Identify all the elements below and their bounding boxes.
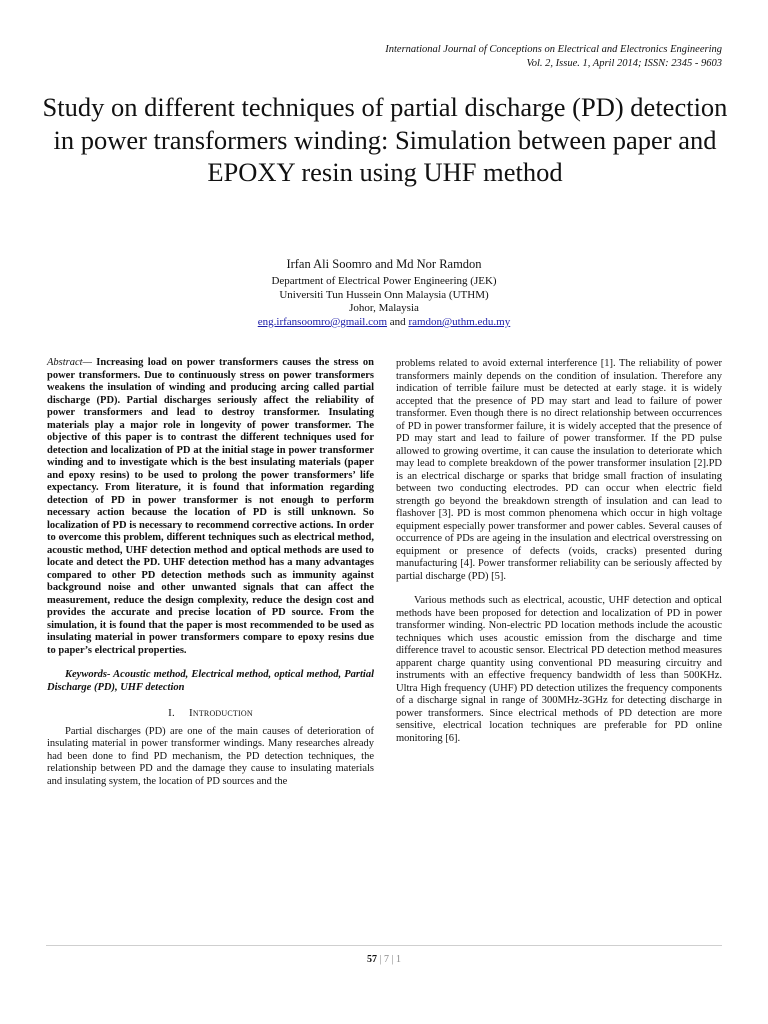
affiliation-location: Johor, Malaysia xyxy=(349,302,419,315)
left-column xyxy=(47,357,374,788)
abstract-text: Increasing load on power transformers causes the stress on power transformers. Due to continuously stress on power transformers weakens the insulation of winding and producing arcing called partial discharge (PD). Partial discharges seriously affect the reliability of power transformers and lead to destroy transformer. Insulating materials play a major role in longevity of power transformer. The objective of this paper is to contrast the different techniques used for detection and localization of PD at the initial stage in power transformer winding and to investigate which is the best insulating materials (paper and epoxy resins) to be used to prolong the power transformers’ life expectancy. From literature, it is found that information regarding detection of PD in power transformer is not enough to perform necessary action because the location of PD is still unknown. So localization of PD is necessary to recommend corrective actions. In order to overcome this problem, different techniques such as electrical method, acoustic method, UHF detection method and optical methods are used to locate and detect the PD. UHF detection method has a many advantages compared to other PD detection methods such as immunity against background noise and other unwanted signals that can affect the measurement, reduce the design complexity, reduce the design cost and provides the accurate and precise location of PD source. From the simulation, it is found that the paper is most recommended to be used as insulating material in power transformers compare to epoxy resins due to paper’s electrical properties. xyxy=(47,357,374,656)
section-heading-introduction xyxy=(47,707,374,720)
email-and: and xyxy=(389,315,406,328)
right-column xyxy=(396,358,722,745)
journal-issue: Vol. 2, Issue. 1, April 2014; ISSN: 2345 - 9603 xyxy=(526,58,722,69)
footer-divider xyxy=(46,945,722,946)
author-emails xyxy=(0,316,768,330)
section-number: I. xyxy=(168,707,175,719)
footer-num-1: 7 xyxy=(384,954,389,965)
section-title: Introduction xyxy=(188,707,253,719)
affiliation-department: Department of Electrical Power Engineering (JEK) xyxy=(271,275,497,287)
footer-num-2: 1 xyxy=(396,954,402,965)
keywords: Keywords- Acoustic method, Electrical method, optical method, Partial Discharge (PD), UHF detection xyxy=(47,669,374,693)
right-paragraph-2: Various methods such as electrical, acoustic, UHF detection and optical methods have been proposed for detection and localization of PD in power transformer winding. Non-electric PD location methods include the acoustic techniques which uses acoustic emission from the discharge and time difference travel to acoustic sensor. Electrical PD detection method measures apparent charge quantity using conventional PD measuring circuitry and instruments with an effective frequency bandwidth of less than 500KHz. Ultra High frequency (UHF) PD detection utilizes the frequency components of a discharge signal in range of 300MHz-3GHz for detecting discharge in power transformers. Since electrical methods of PD detection are more sensitive, electrical location techniques are preferable for PD online monitoring [6]. xyxy=(396,595,722,744)
affiliation-university: Universiti Tun Hussein Onn Malaysia (UTHM) xyxy=(279,288,489,301)
journal-header xyxy=(122,43,722,71)
abstract xyxy=(47,357,374,657)
affiliation-block xyxy=(0,275,768,329)
intro-paragraph-1: Partial discharges (PD) are one of the main causes of deterioration of insulating material in power transformer windings. Many researches already had been done to find PD mechanism, the PD detection techniques, the relationship between PD and the damage they cause to insulating materials and insulating system, the location of PD sources and the xyxy=(47,725,374,787)
footer-sep-1: | xyxy=(376,954,384,965)
abstract-label: Abstract— xyxy=(47,357,92,368)
paper-authors: Irfan Ali Soomro and Md Nor Ramdon xyxy=(286,257,482,271)
page-footer xyxy=(0,954,768,966)
journal-name: International Journal of Conceptions on Electrical and Electronics Engineering xyxy=(385,44,722,55)
page-number: 57 xyxy=(366,954,377,965)
paper-title: Study on different techniques of partial discharge (PD) detection in power transformers winding: Simulation between paper and EPOXY resin using UHF method xyxy=(42,92,728,187)
right-paragraph-1: problems related to avoid external interference [1]. The reliability of power transformers mainly depends on the condition of insulation. Therefore any indication of terrible failure must be detected at early stage. it is widely accepted that the presence of PD may start and lead to failure of power transformer. Even though there is no direct relationship between occurrences of PD in power transformer failure, it is widely accepted that the presence of PD may start and lead to failure of power transformer. If the PD pulse allowed to growing overtime, it can cause the insulation to deteriorate which may lead to complete breakdown of the power transformer insulation [2].PD is an electrical discharge or sparks that bridge small fraction of insulating between two conducting electrodes. PD can occur when electric field strength go beyond the breakdown strength of insulation and can lead to flashover [3]. PD is most common phenomena which occur in high voltage equipment especially power transformer and power cables. Several causes of occurrence of PDs are ageing in the insulation and electrical overstressing on equipment or presence of defects (voids, cracks) presented during manufacturing [4]. Power transformer reliability can be seriously affected by partial discharge (PD) [5]. xyxy=(396,358,722,582)
email-link-2[interactable]: ramdon@uthm.edu.my xyxy=(408,315,511,328)
footer-sep-2: | xyxy=(389,954,397,965)
email-link-1[interactable]: eng.irfansoomro@gmail.com xyxy=(257,315,388,328)
